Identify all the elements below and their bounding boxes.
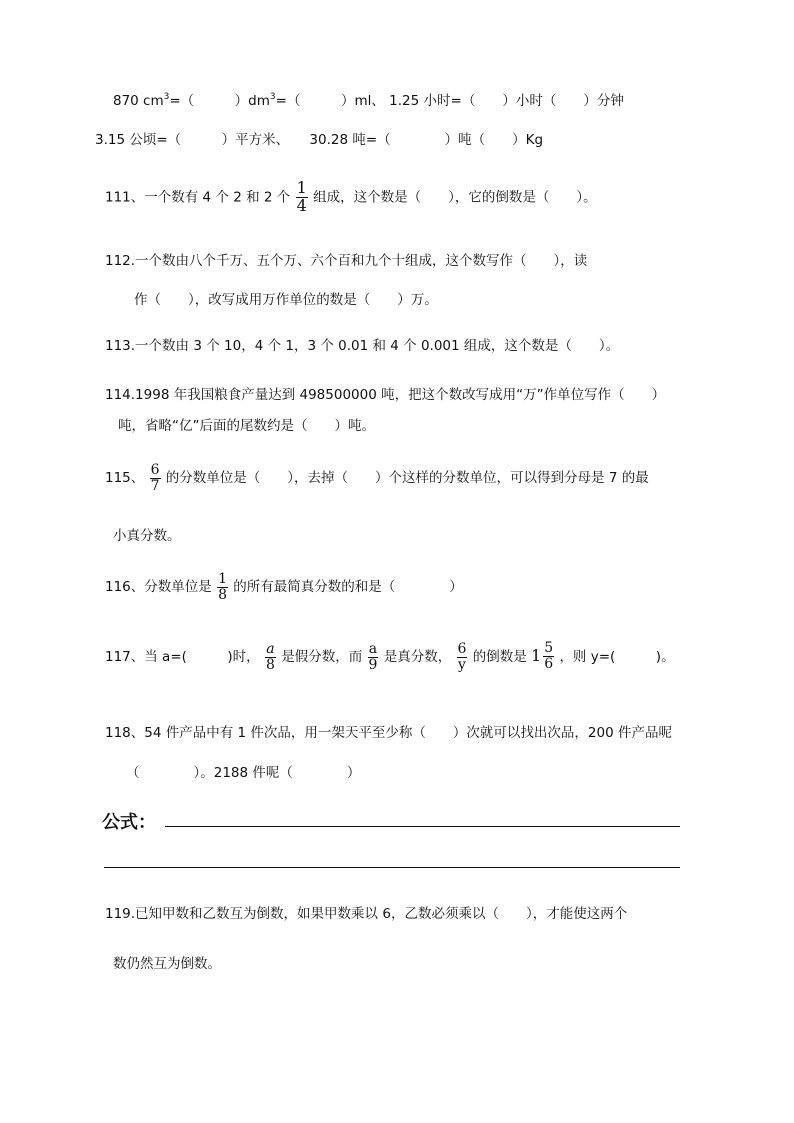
whole-part: 1	[531, 646, 542, 666]
text: 111、一个数有 4 个 2 和 2 个	[105, 189, 291, 206]
unit-conversion-line-1	[113, 92, 624, 109]
formula-answer-line-1	[165, 826, 680, 827]
numerator: 1	[218, 571, 227, 587]
formula-label: 公式：	[102, 812, 156, 833]
question-115-line-1	[105, 463, 649, 493]
question-111	[105, 180, 597, 215]
question-118-line-2: （ ）。2188 件呢（ ）	[126, 765, 361, 781]
text: 的所有最简真分数的和是（ ）	[233, 579, 463, 596]
denominator: 4	[296, 195, 307, 215]
fraction	[217, 572, 228, 602]
numerator: a	[266, 641, 275, 657]
question-119-line-1: 119.已知甲数和乙数互为倒数，如果甲数乘以 6，乙数必须乘以（ ），才能使这两个	[105, 906, 628, 922]
question-114-line-1: 114.1998 年我国粮食产量达到 498500000 吨，把这个数改写成用“万”作单位写作（ ）	[105, 387, 666, 403]
question-112-line-1: 112.一个数由八个千万、五个万、六个百和九个十组成，这个数写作（ ），读	[105, 253, 588, 269]
denominator: y	[458, 656, 466, 673]
mixed-number	[531, 641, 555, 671]
question-112-line-2: 作（ ），改写成用万作单位的数是（ ）万。	[134, 292, 438, 308]
text: 870 cm	[113, 93, 164, 109]
text: 是真分数，	[383, 649, 452, 666]
unit-conversion-line-2: 3.15 公顷=（ ）平方米、 30.28 吨=（ ）吨（ ）Kg	[95, 132, 544, 148]
superscript: 3	[269, 92, 276, 102]
fraction	[265, 642, 276, 672]
text: ，则 y=( )。	[559, 649, 675, 666]
text: 的分数单位是（ ），去掉（ ）个这样的分数单位，可以得到分母是 7 的最	[165, 470, 649, 487]
text: 组成，这个数是（ ），它的倒数是（ ）。	[313, 189, 597, 206]
fraction	[150, 463, 161, 493]
text: =（ ）ml、 1.25 小时=（ ）小时（ ）分钟	[275, 93, 624, 109]
question-118-line-1: 118、54 件产品中有 1 件次品，用一架天平至少称（ ）次就可以找出次品，200 件产品呢	[105, 725, 672, 741]
question-117	[105, 641, 675, 672]
fraction	[457, 642, 468, 672]
question-116	[105, 572, 463, 602]
numerator: a	[368, 641, 378, 657]
numerator: 6	[150, 462, 160, 478]
formula-answer-line-2	[104, 867, 680, 868]
text: 115、	[105, 470, 145, 487]
text: 117、当 a=( )时，	[105, 649, 260, 666]
denominator: 8	[265, 656, 275, 673]
denominator: 9	[368, 656, 378, 673]
text: 是假分数，而	[281, 649, 363, 666]
question-119-line-2: 数仍然互为倒数。	[113, 956, 221, 972]
denominator: 6	[544, 655, 554, 672]
superscript: 3	[163, 92, 170, 102]
text: 116、分数单位是	[105, 579, 212, 596]
denominator: 8	[218, 586, 227, 603]
question-114-line-2: 吨，省略“亿”后面的尾数约是（ ）吨。	[118, 418, 375, 434]
denominator: 7	[150, 477, 160, 494]
numerator: 1	[296, 178, 307, 197]
question-115-line-2: 小真分数。	[113, 528, 181, 544]
question-113: 113.一个数由 3 个 10，4 个 1，3 个 0.01 和 4 个 0.001 组成，这个数是（ ）。	[105, 338, 620, 354]
fraction	[543, 641, 554, 671]
numerator: 6	[457, 641, 467, 657]
text: =（ ）dm	[169, 93, 270, 109]
numerator: 5	[544, 640, 554, 656]
fraction	[368, 642, 379, 672]
fraction	[296, 180, 308, 215]
text: 的倒数是	[472, 649, 527, 666]
